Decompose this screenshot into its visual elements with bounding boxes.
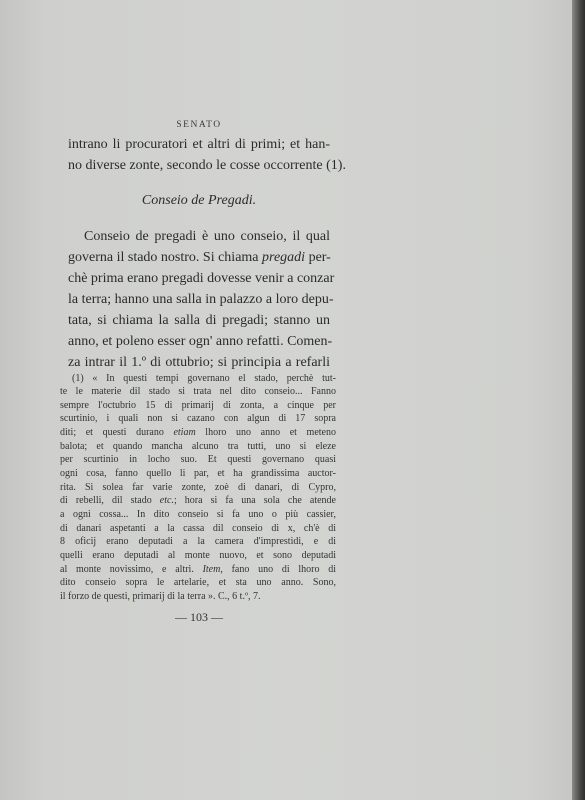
footnote-line: per scurtinio in locho suo. Et questi governano quasi [60,454,336,465]
footnote-line: balota; et quando mancha alcuno tra tutti, uno si eleze [60,441,336,452]
footnote-line: a ogni cossa... In dito conseio si fa uno o più cassier, [60,509,336,520]
footnote-line: dito conseio sopra le artelarie, et sta uno anno. Sono, [60,577,336,588]
footnote-line: quelli erano deputadi al monte nuovo, et sono deputadi [60,550,336,561]
body-line: anno, et poleno esser ogn' anno refatti. Comen- [68,334,333,349]
footnote-line: scurtinio, i quali non si cazano con algun di 17 sopra [60,413,336,424]
footnote-line: di rebelli, dil stado etc.; hora si fa una sola che atende [60,495,336,506]
footnote-line: (1) « In questi tempi governano el stado, perchè tut- [72,373,336,384]
footnote-line: diti; et questi durano etiam lhoro uno anno et meteno [60,427,336,438]
body-line: no diverse zonte, secondo le cosse occorrente (1). [68,158,346,173]
page-number: — 103 — [175,610,223,624]
body-line: tata, si chiama la salla di pregadi; stanno un [68,313,330,328]
body-line: la terra; hanno una salla in palazzo a loro depu- [68,292,334,307]
footnote-line: al monte novissimo, e altri. Item, fano uno di lhoro di [60,564,336,575]
footnote-line: ogni cosa, fanno quello li par, et ha grandissima auctor- [60,468,336,479]
footnote-line: il forzo de questi, primarij di la terra ». C., 6 t.º, 7. [60,591,261,602]
footnote-line: di danari aspetanti a la cassa dil conseio di x, ch'è di [60,523,336,534]
body-line: za intrar il 1.º di ottubrio; si principia a refarli [68,355,330,370]
book-spine [572,0,585,800]
body-line: governa il stado nostro. Si chiama pregadi per- [68,250,331,265]
body-line: Conseio de pregadi è uno conseio, il qual [84,229,330,244]
section-heading: Conseio de Pregadi. [141,193,257,208]
footnote-line: rita. Si solea far varie zonte, zoè di danari, di Cypro, [60,482,336,493]
footnote-line: 8 oficij erano deputadi a la camera d'imprestidi, e di [60,536,336,547]
footnote-line: te le materie dil stado si trata nel dito conseio... Fanno [60,386,336,397]
running-head: SENATO [176,120,222,130]
body-line: intrano li procuratori et altri di primi; et han- [68,137,330,152]
body-line: chè prima erano pregadi dovesse venir a conzar [68,271,335,286]
footnote-line: sempre l'octubrio 15 di primarij di zonta, a cinque per [60,400,336,411]
